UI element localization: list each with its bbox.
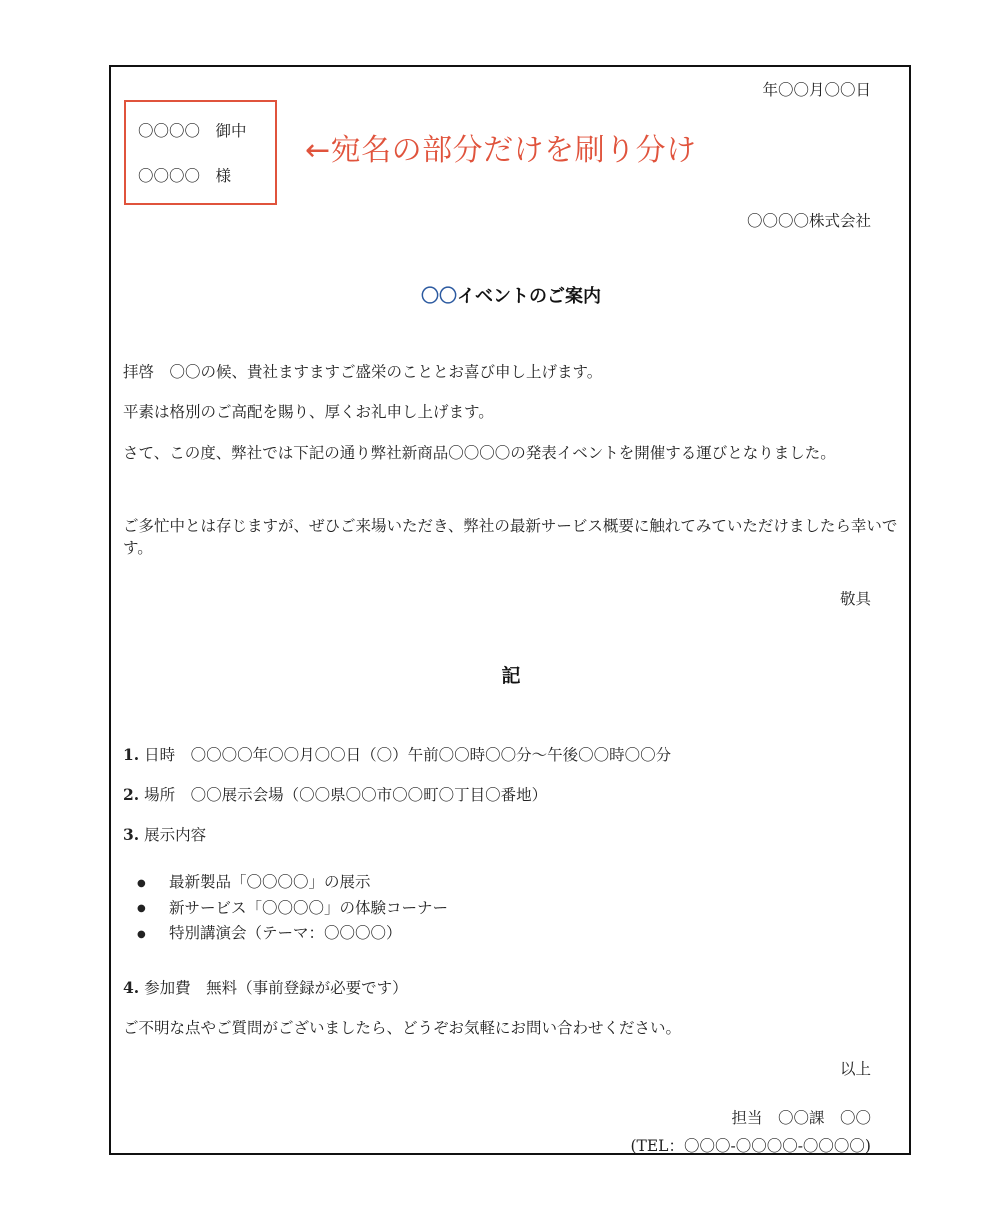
letter-date: 年〇〇月〇〇日 [762, 81, 871, 99]
contact-tel: (TEL：〇〇〇-〇〇〇〇-〇〇〇〇) [630, 1137, 871, 1155]
inquiry-paragraph: ご不明な点やご質問がございましたら、どうぞお気軽にお問い合わせください。 [123, 1019, 682, 1037]
list-item-text: 最新製品「〇〇〇〇」の展示 [169, 873, 371, 891]
list-item-text: 特別講演会（テーマ：〇〇〇〇） [169, 924, 402, 942]
item-number: 1. [123, 745, 140, 764]
annotation-note: ←宛名の部分だけを刷り分け [305, 133, 697, 168]
bullet-icon: ● [137, 877, 146, 889]
body-paragraph-invitation: ご多忙中とは存じますが、ぜひご来場いただき、弊社の最新サービス概要に触れてみていただけましたら幸いです。 [123, 517, 898, 557]
item-text: 日時 〇〇〇〇年〇〇月〇〇日（〇）午前〇〇時〇〇分〜午後〇〇時〇〇分 [139, 746, 672, 764]
item-number: 4. [123, 978, 140, 997]
detail-item-exhibits [123, 824, 206, 846]
title-text: イベントのご案内 [457, 286, 601, 307]
addressee-company: 〇〇〇〇 御中 [138, 122, 247, 140]
bullet-icon: ● [137, 903, 146, 914]
ki-heading: 記 [501, 665, 521, 687]
exhibit-list [137, 870, 448, 947]
letter-page [109, 65, 911, 1155]
contact-person: 担当 〇〇課 〇〇 [731, 1109, 871, 1127]
item-text: 展示内容 [139, 826, 207, 844]
list-item-text: 新サービス「〇〇〇〇」の体験コーナー [169, 898, 449, 917]
letter-title [111, 284, 911, 310]
item-number: 2. [123, 785, 140, 804]
bullet-icon: ● [137, 928, 146, 940]
body-paragraph-greeting: 拝啓 〇〇の候、貴社ますますご盛栄のこととお喜び申し上げます。 [123, 363, 603, 381]
detail-item-datetime [123, 744, 671, 766]
addressee-person: 〇〇〇〇 様 [138, 167, 232, 185]
body-paragraph-announcement: さて、この度、弊社では下記の通り弊社新商品〇〇〇〇の発表イベントを開催する運びとなりました。 [123, 444, 836, 462]
item-text: 場所 〇〇展示会場（〇〇県〇〇市〇〇町〇丁目〇番地） [139, 786, 548, 804]
item-number: 3. [123, 825, 140, 844]
body-paragraph-thanks: 平素は格別のご高配を賜り、厚くお礼申し上げます。 [123, 403, 494, 421]
closing-ijou: 以上 [839, 1060, 871, 1078]
closing-keigu: 敬具 [839, 590, 871, 608]
detail-item-fee [123, 977, 408, 999]
detail-item-venue [123, 784, 547, 806]
item-text: 参加費 無料（事前登録が必要です） [139, 979, 408, 997]
list-item [137, 870, 448, 896]
address-highlight-box [124, 100, 277, 205]
list-item [137, 921, 448, 947]
list-item [137, 896, 448, 922]
sender-company: 〇〇〇〇株式会社 [746, 212, 871, 230]
title-mark: 〇〇 [421, 286, 457, 307]
